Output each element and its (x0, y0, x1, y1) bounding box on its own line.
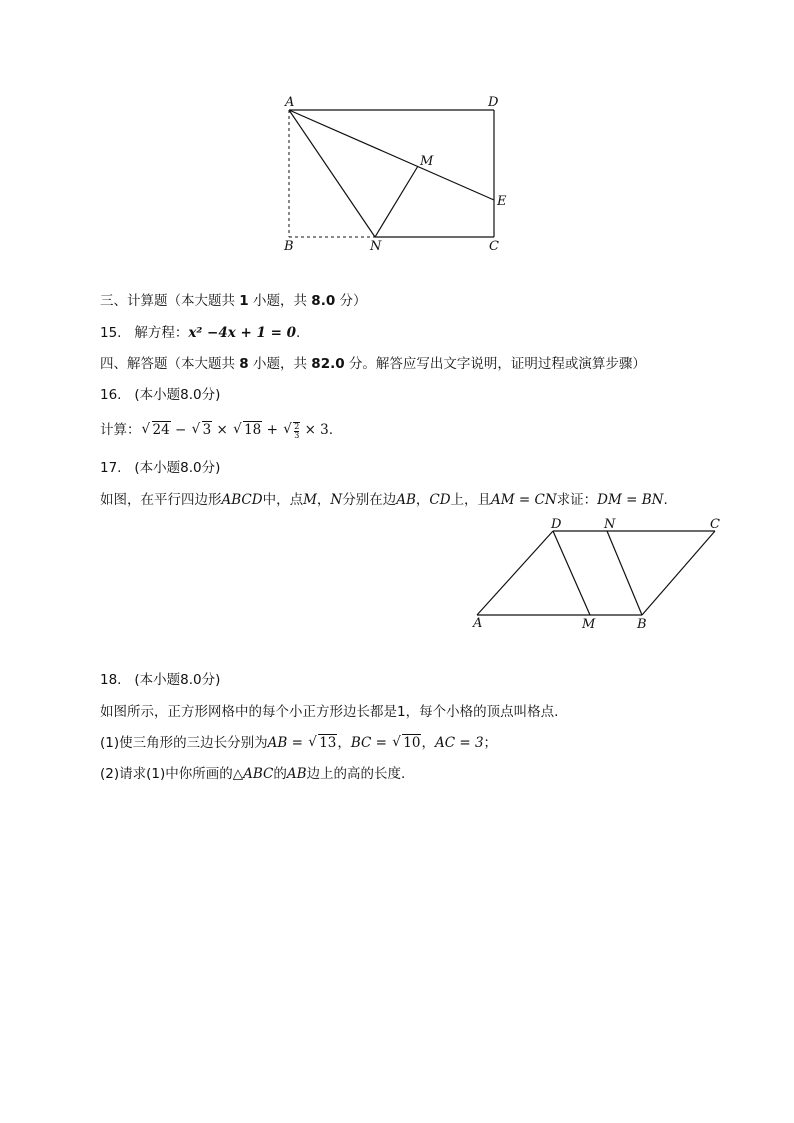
q16-op1: − (170, 422, 191, 438)
label-m: M (420, 154, 434, 169)
q16-number: 16. (100, 387, 122, 403)
q17-abcd: ABCD (221, 492, 263, 508)
label-b: B (637, 617, 647, 632)
section4-title-mid: 小题，共 (248, 356, 312, 372)
q17-end: . (663, 492, 668, 508)
section3-title-pre: 三、计算题（本大题共 (100, 293, 240, 309)
sqrt-24: √ 24 (142, 421, 171, 439)
edge-ad (477, 531, 553, 615)
section3-title-mid: 小题，共 (248, 293, 312, 309)
q17-m: M (303, 492, 317, 508)
q17-header (100, 459, 220, 477)
q17-text4: 上，且 (450, 492, 492, 508)
label-c: C (710, 517, 720, 532)
sqrt-18: √ 18 (233, 421, 262, 439)
q17-text5: 求证： (556, 492, 598, 508)
q18-part2-end: 边上的高的长度. (306, 766, 406, 782)
q15-text: 解方程： (134, 325, 189, 341)
sqrt-fraction: √ $\frac{2}{3}$ (283, 421, 300, 440)
q17-text1: 如图，在平行四边形 (100, 492, 222, 508)
q15-number: 15. (100, 325, 122, 341)
segment-nb (607, 531, 642, 615)
label-e: E (497, 194, 507, 209)
q18-ac: AC = 3 (434, 735, 484, 751)
section4-title (100, 355, 646, 373)
sqrt-10: √ 10 (392, 734, 421, 752)
q18-bc: BC = (350, 735, 392, 751)
q16-body (100, 421, 333, 440)
q18-text: 如图所示，正方形网格中的每个小正方形边长都是1，每个小格的顶点叫格点. (100, 704, 559, 720)
label-a: A (285, 95, 295, 110)
label-a: A (473, 616, 483, 631)
q17-condition: AM = CN (491, 492, 557, 508)
q18-part2-mid: 的 (273, 766, 287, 782)
label-d: D (488, 95, 499, 110)
q18-part2 (100, 765, 405, 783)
q15-equation: x² −4x + 1 = 0 (188, 325, 296, 341)
q18-number: 18. (100, 672, 122, 688)
q17-score: (本小题8.0分) (134, 460, 221, 476)
q16-text: 计算： (100, 422, 141, 438)
sqrt-13: √ 13 (308, 734, 337, 752)
section3-score: 8.0 (311, 293, 336, 309)
q15-end: . (295, 325, 301, 341)
q17-number: 17. (100, 460, 122, 476)
section3-title-post: 分） (335, 293, 367, 309)
q16-header (100, 386, 220, 404)
q18-part1-end: ； (483, 735, 498, 751)
sqrt-3: √ 3 (192, 421, 213, 439)
edge-bc (642, 531, 715, 615)
q16-end: . (328, 422, 334, 438)
label-m: M (582, 617, 596, 632)
q16-op3: + (262, 422, 283, 438)
q17-ab: AB (396, 492, 416, 508)
q18-ab2: AB (286, 766, 307, 782)
q18-ab: AB = (267, 735, 308, 751)
q16-op2: × (212, 422, 233, 438)
section4-score: 82.0 (311, 356, 345, 372)
q18-abc: ABC (243, 766, 274, 782)
q18-part1: (1)使三角形的三边长分别为AB = √ 13，BC = √ 10，AC = 3； (100, 734, 497, 752)
label-n: N (370, 239, 382, 254)
q16-op4: × 3 (300, 422, 329, 438)
q17-cd: CD (429, 492, 451, 508)
label-c: C (489, 239, 499, 254)
q17-goal: DM = BN (597, 492, 664, 508)
label-n: N (604, 517, 616, 532)
section4-title-post: 分。解答应写出文字说明，证明过程或演算步骤） (344, 356, 646, 372)
rectangle-figure (0, 0, 794, 270)
segment-nm (375, 166, 418, 237)
label-b: B (284, 239, 294, 254)
q17-text3: 分别在边 (342, 492, 397, 508)
q18-part1-pre: (1)使三角形的三边长分别为 (100, 735, 268, 751)
segment-dm (553, 531, 590, 615)
section4-title-pre: 四、解答题（本大题共 (100, 356, 240, 372)
label-d: D (551, 517, 562, 532)
q17-sep1: ， (316, 492, 331, 508)
section3-count: 1 (239, 293, 249, 309)
q18-header (100, 671, 220, 689)
q18-score: (本小题8.0分) (134, 672, 221, 688)
q16-score: (本小题8.0分) (134, 387, 221, 403)
q17-n: N (330, 492, 343, 508)
q18-part2-pre: (2)请求(1)中你所画的△ (100, 766, 244, 782)
section3-title (100, 292, 367, 310)
q17-text2: 中，点 (262, 492, 304, 508)
parallelogram-figure (0, 510, 794, 650)
q17-sep2: ， (415, 492, 430, 508)
section4-count: 8 (239, 356, 249, 372)
q17-body (100, 491, 668, 509)
question-15 (100, 324, 300, 342)
